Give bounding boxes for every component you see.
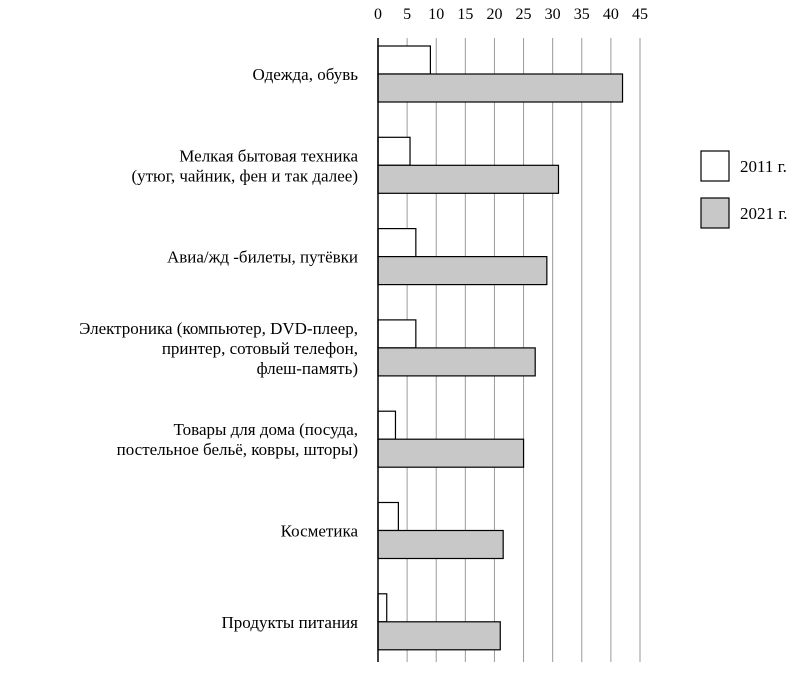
x-tick-label: 25: [515, 6, 532, 23]
bar-2011: [378, 503, 398, 531]
bar-2011: [378, 46, 430, 74]
category-label: Одежда, обувь: [252, 65, 358, 84]
category-label: Продукты питания: [221, 612, 358, 632]
bar-2021: [378, 439, 524, 467]
legend-label: 2021 г.: [740, 204, 788, 223]
category-label: (утюг, чайник, фен и так далее): [131, 166, 358, 186]
bar-2021: [378, 74, 623, 102]
category-label: Косметика: [280, 521, 358, 541]
legend-swatch-2011: [701, 151, 729, 181]
bar-2011: [378, 594, 387, 622]
x-tick-label: 35: [573, 6, 590, 23]
x-tick-label: 45: [632, 6, 648, 23]
legend-label: 2011 г.: [740, 157, 787, 176]
x-tick-label: 0: [374, 6, 382, 23]
x-tick-label: 20: [486, 6, 503, 23]
category-label: Авиа/жд -билеты, путёвки: [166, 247, 358, 267]
bar-2011: [378, 137, 410, 165]
bar-2021: [378, 348, 535, 376]
x-tick-label: 30: [544, 6, 561, 23]
category-label: принтер, сотовый телефон,: [161, 338, 358, 358]
x-tick-label: 15: [457, 6, 474, 23]
category-label: Электроника (компьютер, DVD-плеер,: [79, 318, 358, 338]
bar-2011: [378, 320, 416, 348]
category-label: Мелкая бытовая техника: [179, 146, 358, 166]
bar-2011: [378, 411, 395, 439]
bar-2021: [378, 622, 500, 650]
bar-2011: [378, 229, 416, 257]
x-tick-label: 40: [602, 6, 619, 23]
bar-2021: [378, 257, 547, 285]
bar-2021: [378, 165, 558, 193]
category-label: Товары для дома (посуда,: [173, 420, 358, 440]
legend-swatch-2021: [701, 198, 729, 228]
category-label: постельное бельё, ковры, шторы): [116, 440, 358, 460]
x-tick-label: 5: [403, 6, 412, 23]
x-tick-label: 10: [428, 6, 445, 23]
category-label: флеш-память): [256, 358, 358, 378]
bar-2021: [378, 531, 503, 559]
